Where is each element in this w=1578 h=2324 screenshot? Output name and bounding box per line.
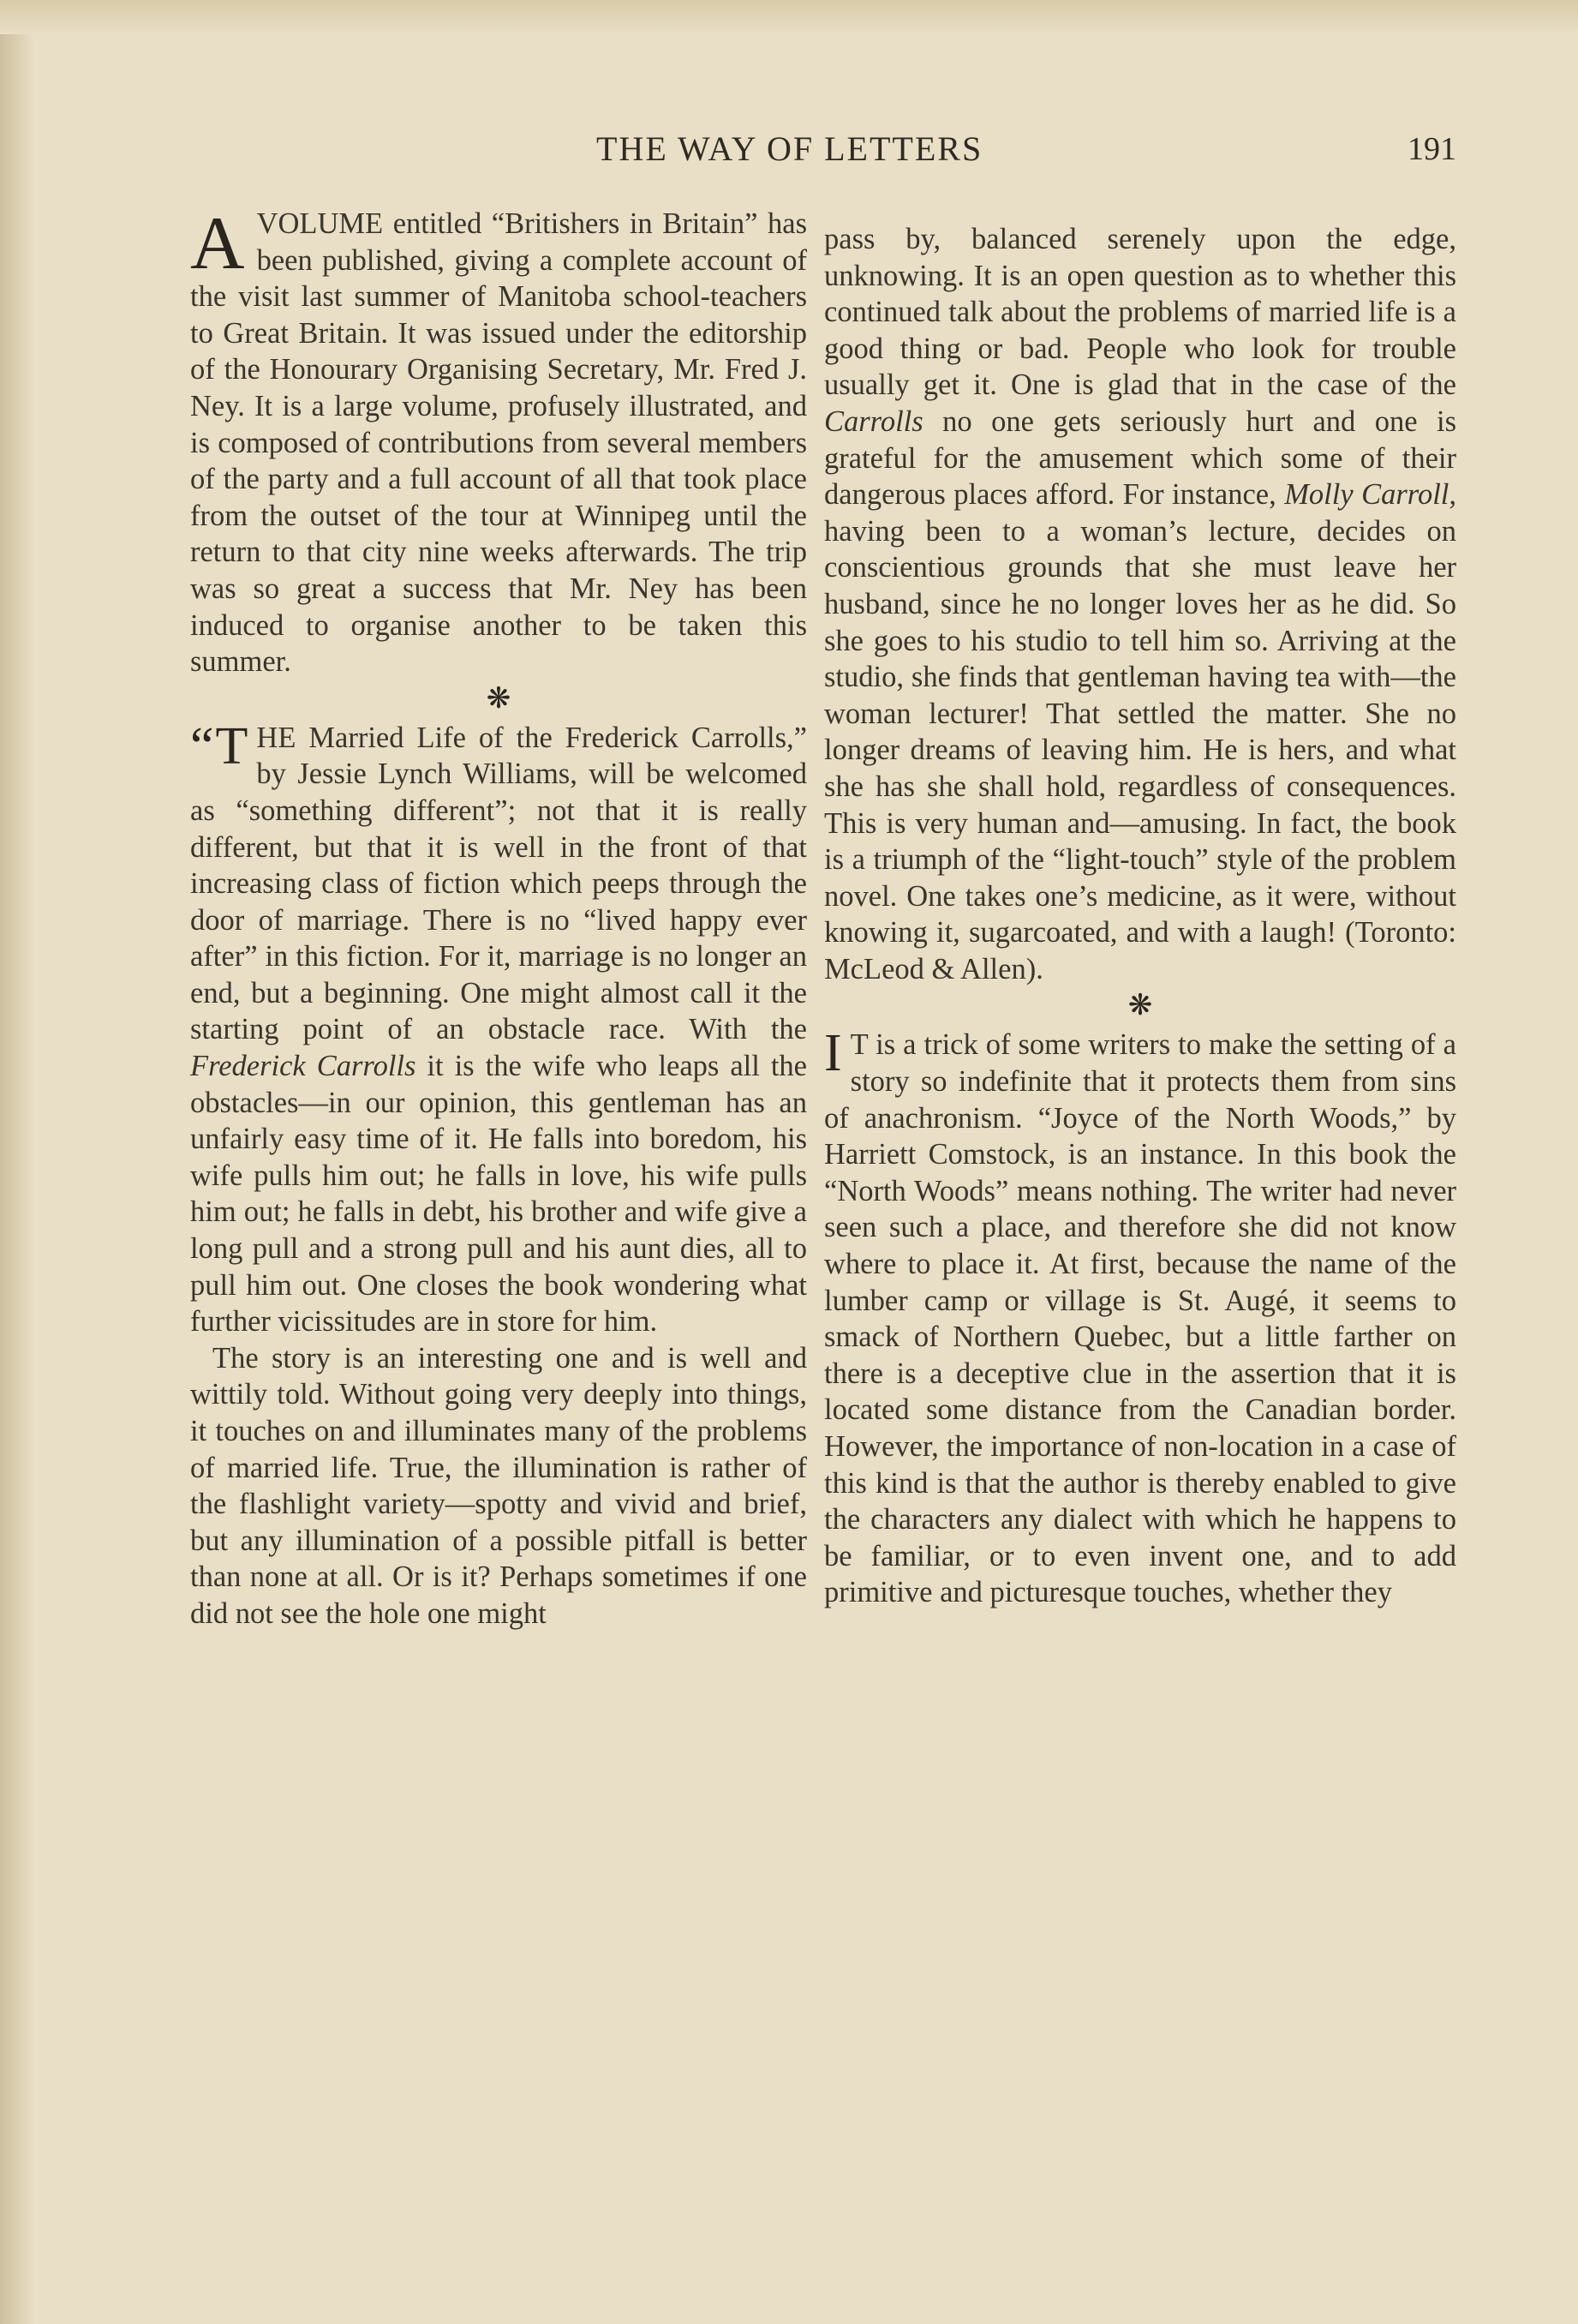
article-paragraph: The story is an interesting one and is well and wittily told. Without going very deeply into things, it touches on and illuminates many of the problems of married life. True, the illumination is rather of the flashlight variety—spotty and vivid and brief, but any illumination of a possible pitfall is better than none at all. Or is it? Perhaps sometimes if one did not see the hole one might: [190, 1341, 807, 1630]
italic-name: Molly Carroll,: [1284, 478, 1457, 512]
article-continuation: [824, 221, 1456, 987]
article-britishers-in-britain: [190, 202, 807, 680]
page-number: 191: [1408, 131, 1456, 167]
section-divider: ❋: [486, 682, 511, 715]
dropcap-quote: “: [190, 716, 214, 776]
right-column: [824, 221, 1456, 1611]
article-text: having been to a woman’s lecture, decides on conscientious grounds that she must leave her husband, since he no longer loves her as he did. So she goes to his studio to tell him so. Arriving at the studio, she finds that gentleman having tea with—the woman lecturer! That settled the matter. She no longer dreams of leaving him. He is hers, and what she has she shall hold, regardless of consequences. This is very human and—amusing. In fact, the book is a triumph of the “light-touch” style of the problem novel. One takes one’s medicine, as it were, without knowing it, sugarcoated, and with a laugh! (Toronto: McLeod & Allen).: [824, 514, 1456, 985]
article-text: no one gets seriously hurt and one is grateful for the amusement which some of their dangerous places afford. For instance,: [824, 404, 1456, 512]
page-header: [188, 129, 1456, 180]
book-title: Frederick Carrolls: [190, 1050, 416, 1083]
article-text: HE Married Life of the Frederick Carrolls,” by Jessie Lynch Williams, will be welcomed as “something different”; not that it is really different, but that it is well in the front of that increasing class of fiction which peeps through the door of marriage. There is no “lived happy ever after” in this fiction. For it, marriage is no longer an end, but a beginning. One might almost call it the starting point of an obstacle race. With the: [190, 721, 807, 1046]
article-text: T is a trick of some writers to make the setting of a story so indefinite that it protects them from sins of anachronism. “Joyce of the North Woods,” by Harriett Comstock, is an instance. In this book the “North Woods” means nothing. The writer had never seen such a place, and therefore she did not know where to place it. At first, because the name of the lumber camp or village is St. Augé, it seems to smack of Northern Quebec, but a little farther on there is a deceptive clue in the assertion that it is located some distance from the Canadian border. However, the importance of non-location in a case of this kind is that the author is thereby enabled to give the characters any dialect with which he happens to be familiar, or to even invent one, and to add primitive and picturesque touches, whether they: [824, 1028, 1456, 1609]
italic-name: Carrolls: [824, 404, 923, 438]
page-edge-shadow: [0, 0, 34, 2324]
article-joyce-of-the-north-woods: [824, 1024, 1456, 1611]
dropcap: A: [190, 202, 245, 285]
section-divider: ❋: [1127, 990, 1153, 1022]
article-text: VOLUME entitled “Britishers in Britain” has been published, giving a complete account of the visit last summer of Manitoba school-teachers to Great Britain. It was issued under the editorship of the Honourary Organising Secretary, Mr. Fred J. Ney. It is a large volume, profusely illustrated, and is composed of contributions from several members of the party and a full account of all that took place from the outset of the tour at Winnipeg until the return to that city nine weeks afterwards. The trip was so great a success that Mr. Ney has been induced to organise another to be taken this summer.: [190, 207, 807, 679]
dropcap: I: [824, 1024, 842, 1083]
article-text: pass by, balanced serenely upon the edge, unknowing. It is an open question as to whether this continued talk about the problems of married life is a good thing or bad. People who look for trouble usually get it. One is glad that in the case of the: [824, 223, 1456, 402]
dropcap: T: [215, 716, 248, 776]
article-frederick-carrolls: [190, 716, 807, 1340]
left-column: [190, 202, 807, 1632]
article-text: it is the wife who leaps all the obstacles—in our opinion, this gentleman has an unfairly easy time of it. He falls into boredom, his wife pulls him out; he falls in love, his wife pulls him out; he falls in debt, his brother and wife give a long pull and a strong pull and his aunt dies, all to pull him out. One closes the book wondering what further vicissitudes are in store for him.: [190, 1050, 807, 1339]
page-top-shadow: [0, 0, 1578, 34]
running-title: THE WAY OF LETTERS: [596, 129, 983, 168]
